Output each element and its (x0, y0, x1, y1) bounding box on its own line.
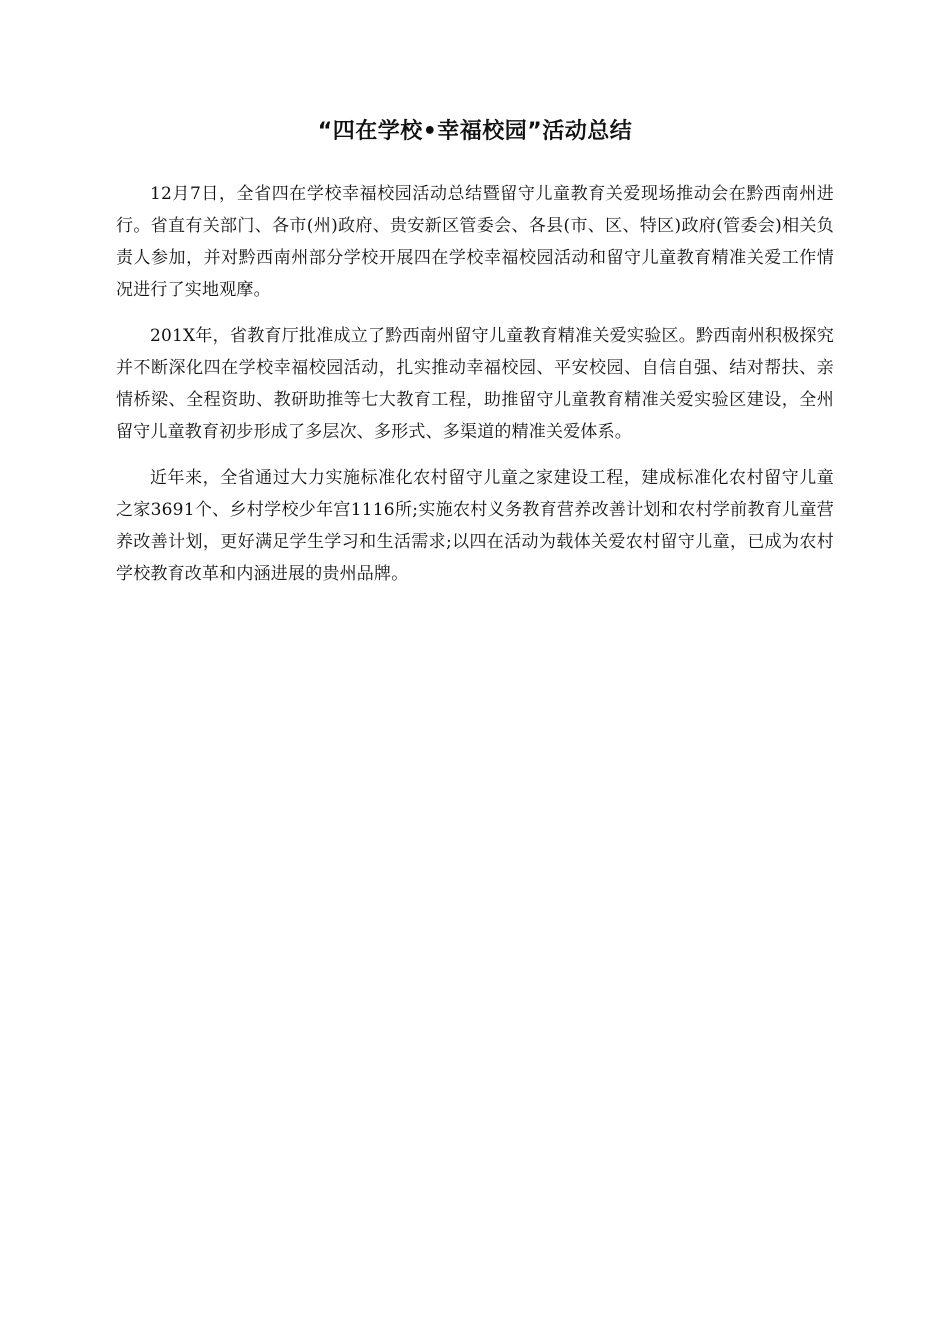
paragraph-3: 近年来，全省通过大力实施标准化农村留守儿童之家建设工程，建成标准化农村留守儿童之家3691个、乡村学校少年宫1116所;实施农村义务教育营养改善计划和农村学前教育儿童营养改善计划，更好满足学生学习和生活需求;以四在活动为载体关爱农村留守儿童，已成为农村学校教育改革和内涵进展的贵州品牌。 (116, 468, 834, 584)
document-body (116, 178, 834, 604)
paragraph-2: 201X年，省教育厅批准成立了黔西南州留守儿童教育精准关爱实验区。黔西南州积极探究并不断深化四在学校幸福校园活动，扎实推动幸福校园、平安校园、自信自强、结对帮扶、亲情桥梁、全程资助、教研助推等七大教育工程，助推留守儿童教育精准关爱实验区建设，全州留守儿童教育初步形成了多层次、多形式、多渠道的精准关爱体系。 (116, 326, 834, 442)
paragraph-1: 12月7日，全省四在学校幸福校园活动总结暨留守儿童教育关爱现场推动会在黔西南州进行。省直有关部门、各市(州)政府、贵安新区管委会、各县(市、区、特区)政府(管委会)相关负责人参加，并对黔西南州部分学校开展四在学校幸福校园活动和留守儿童教育精准关爱工作情况进行了实地观摩。 (116, 184, 834, 300)
document-title: “四在学校•幸福校园”活动总结 (317, 119, 633, 144)
